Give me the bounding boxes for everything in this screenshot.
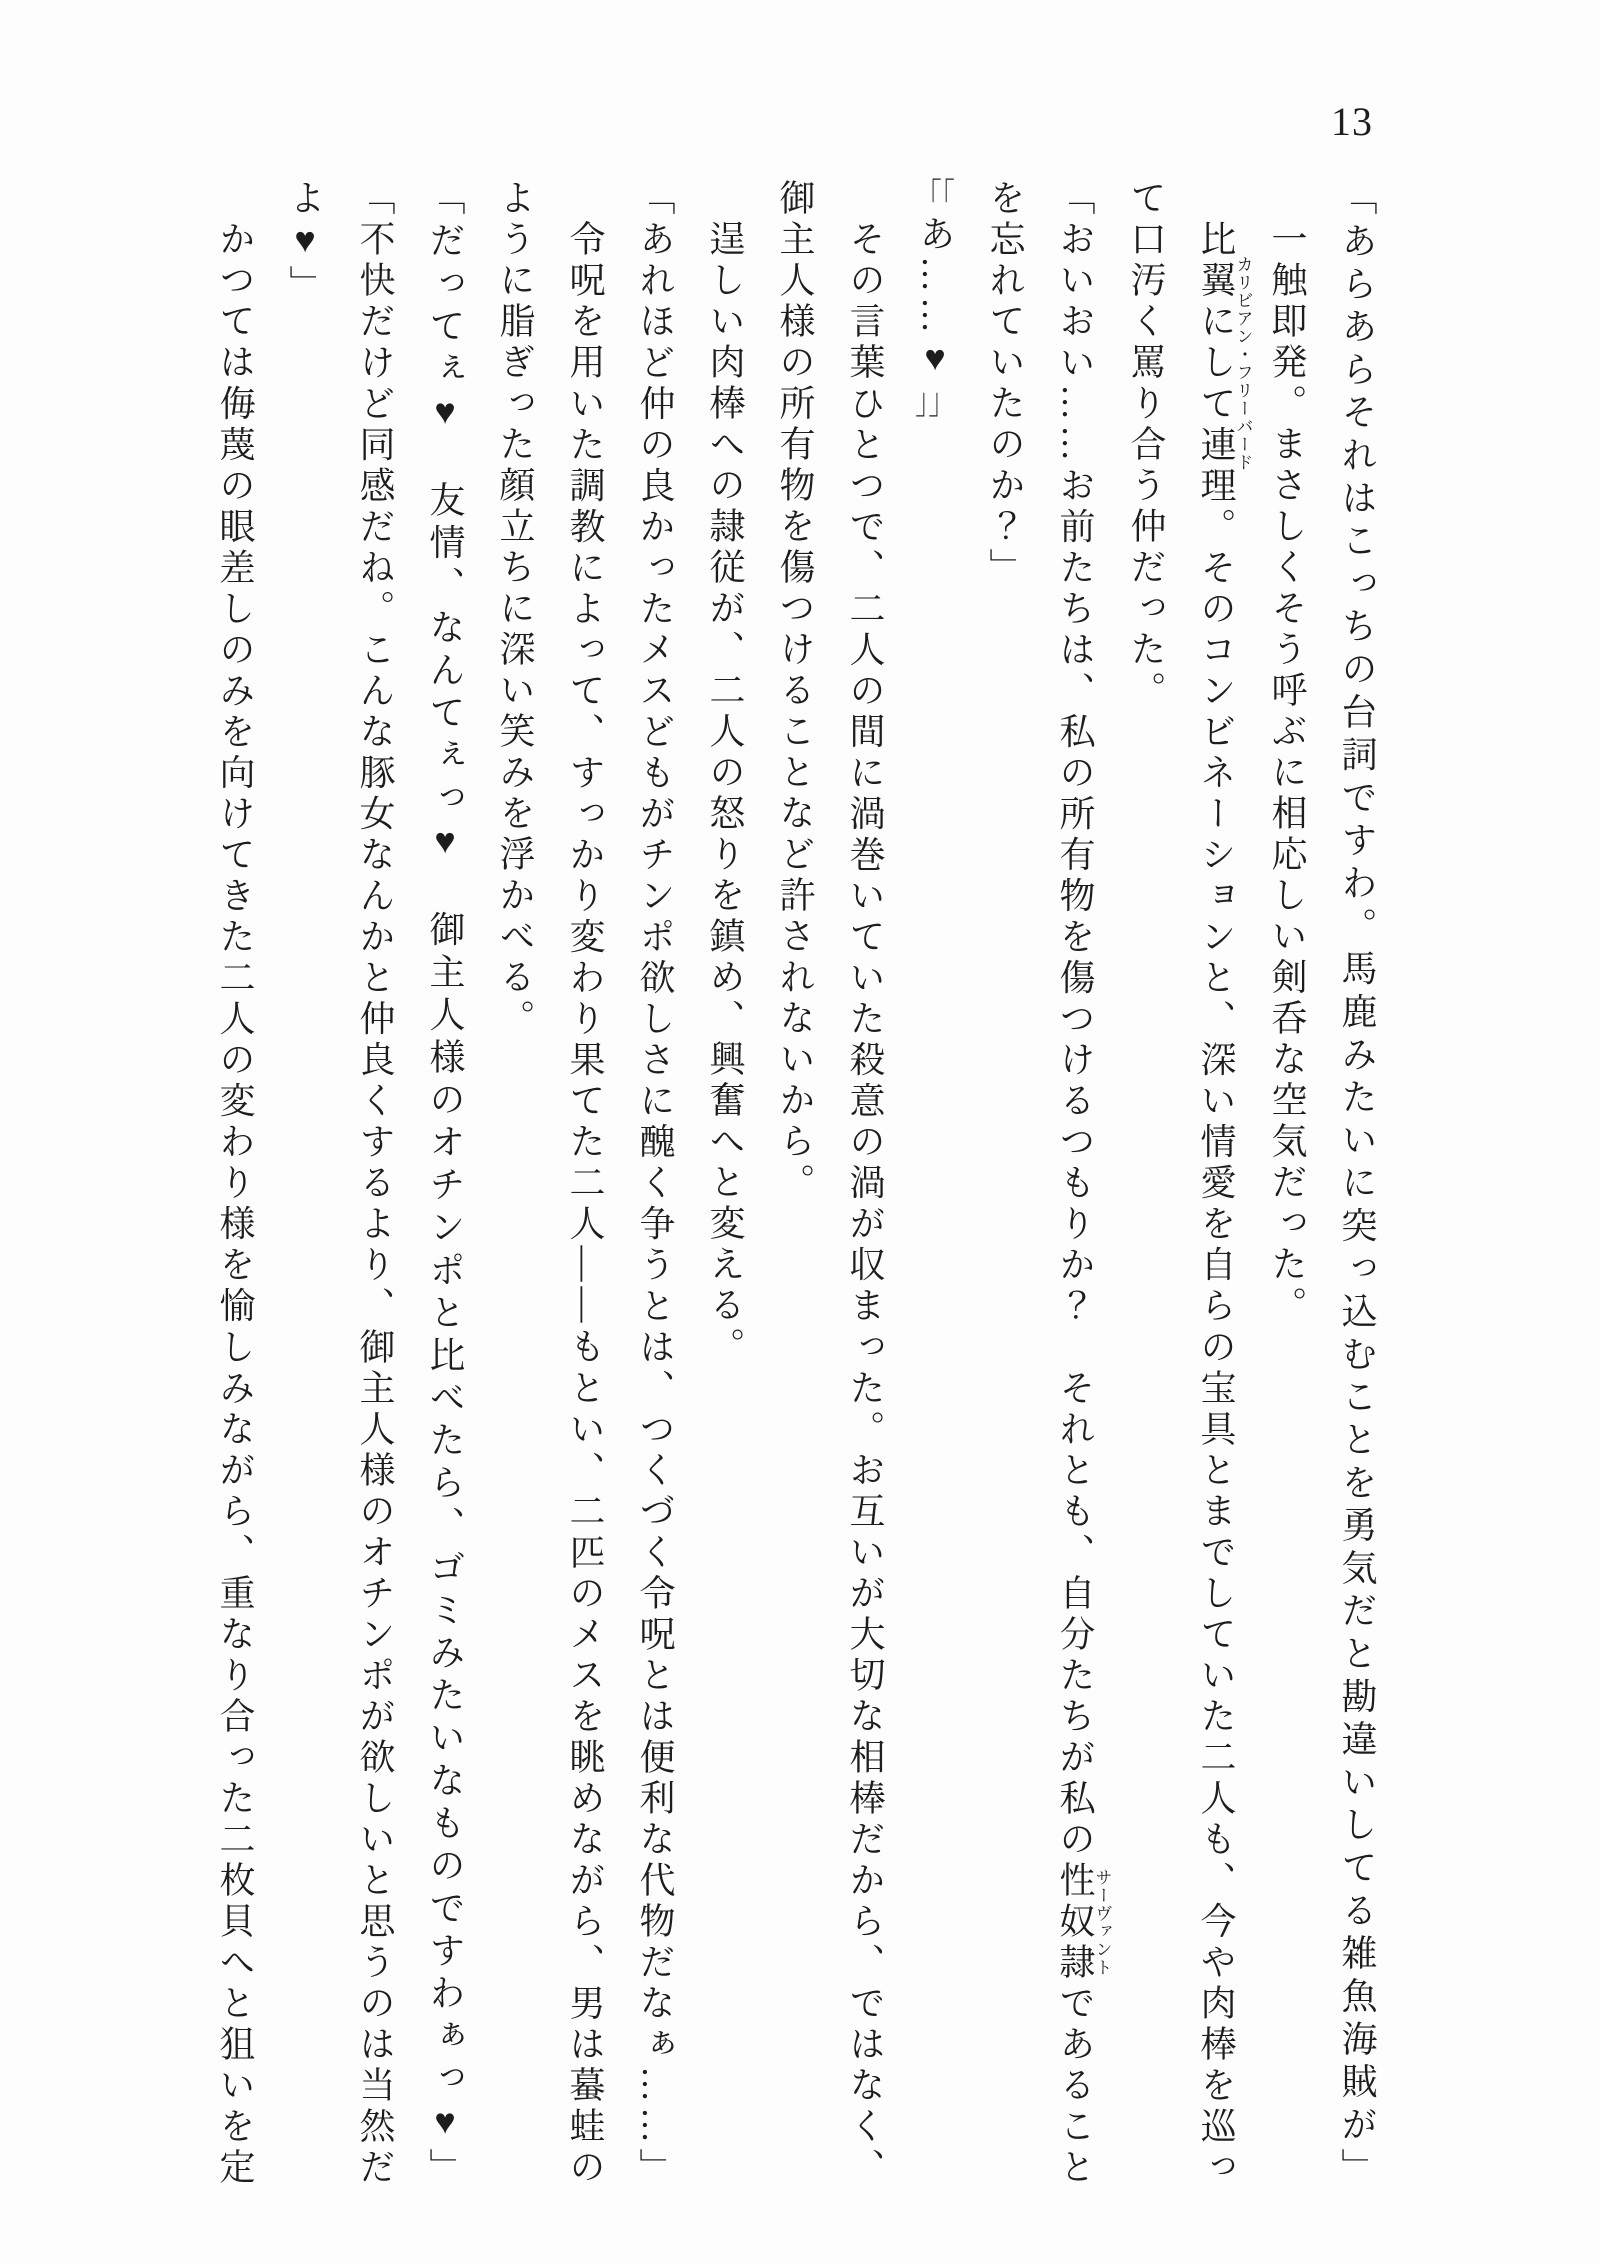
- text-column-8: その言葉ひとつで、二人の間に渦巻いていた殺意の渦が収まった。お互いが大切な相棒だから、ではなく、: [845, 220, 885, 2189]
- text-column-15: 「不快だけど同感だね。こんな豚女なんかと仲良くするより、御主人様のオチンポが欲しいと思うのは当然だ: [355, 179, 395, 2190]
- text-column-5: 「おいおい……お前たちは、私の所有物を傷つけるつもりか？ それとも、自分たちが私の性奴隷サーヴァントであること: [1055, 179, 1112, 2190]
- text-column-3: 比翼にして連理カリビアン・フリーバード。そのコンビネーションと、深い情愛を自らの宝具とまでしていた二人も、今や肉棒を巡っ: [1196, 220, 1253, 2190]
- text-column-12: 令呪を用いた調教によって、すっかり変わり果てた二人――もとい、二匹のメスを眺めながら、男は蟇蛙の: [565, 220, 605, 2189]
- text-column-13: ように脂ぎった顔立ちに深い笑みを浮かべる。: [495, 179, 535, 1040]
- ruby-gloss: カリビアン・フリーバード: [1233, 220, 1253, 508]
- text-column-1: 「あらあらそれはこっちの台詞ですわ。馬鹿みたいに突っ込むことを勇気だと勘違いしてる雑魚海賊が」: [1337, 179, 1377, 2189]
- page-number: 13: [1331, 99, 1373, 144]
- vertical-text-block: [202, 179, 1392, 2189]
- text-column-11: 「あれほど仲の良かったメスどもがチンポ欲しさに醜く争うとは、つくづく令呪とは便利な代物だなぁ……」: [635, 179, 675, 2189]
- text-column-4: て口汚く罵り合う仲だった。: [1126, 179, 1166, 712]
- text-column-6: を忘れていたのか？」: [985, 179, 1025, 589]
- text-column-14: 「だってぇ♥ 友情、なんてぇっ♥ 御主人様のオチンポと比べたら、ゴミみたいなものですわぁっ♥」: [425, 179, 465, 2189]
- text-column-9: 御主人様の所有物を傷つけることなど許されないから。: [775, 179, 815, 1204]
- text-column-10: 逞しい肉棒への隷従が、二人の怒りを鎮め、興奮へと変える。: [705, 220, 745, 1368]
- ruby-annotated-text: 性奴隷サーヴァント: [1055, 1860, 1112, 1984]
- text-column-7: 「「あ……♥」」: [915, 179, 955, 419]
- text-column-17: かつては侮蔑の眼差しのみを向けてきた二人の変わり様を愉しみながら、重なり合った二枚貝へと狙いを定: [215, 220, 255, 2189]
- text-column-16: よ♥」: [285, 179, 325, 306]
- text-column-2: 一触即発。まさしくそう呼ぶに相応しい剣呑な空気だった。: [1267, 220, 1307, 1327]
- combined-quote-marks: 「「: [915, 179, 955, 215]
- combined-quote-marks: 」」: [915, 383, 955, 419]
- ruby-gloss: サーヴァント: [1092, 1860, 1112, 1984]
- ruby-annotated-text: 比翼にして連理カリビアン・フリーバード: [1196, 220, 1253, 508]
